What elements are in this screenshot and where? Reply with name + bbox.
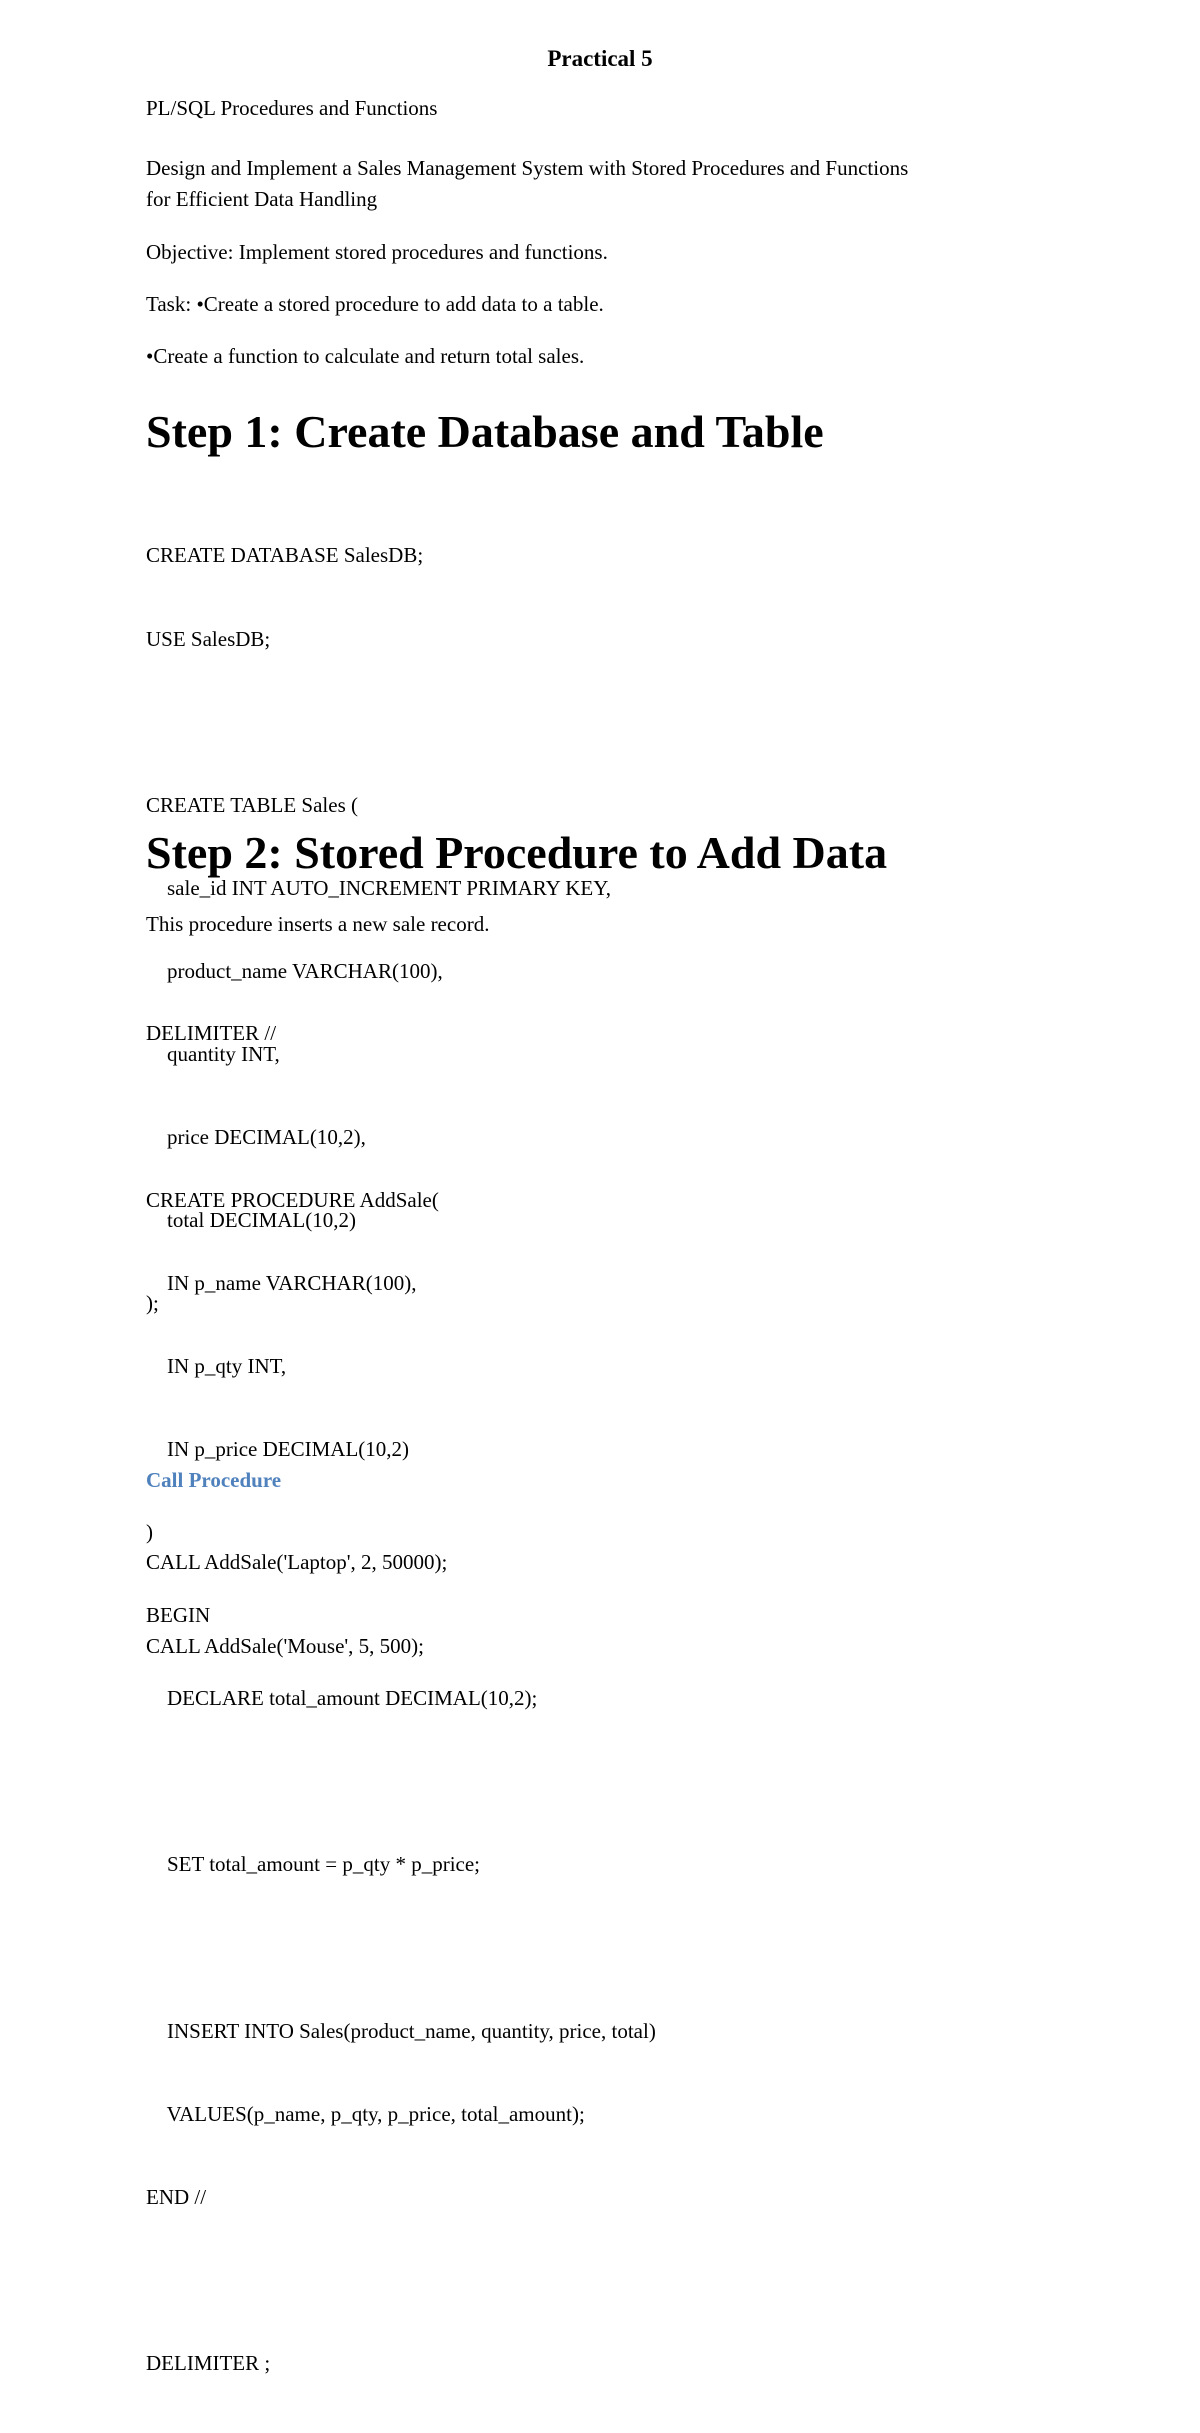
- code-line: DELIMITER ;: [146, 2350, 271, 2375]
- code-line: sale_id INT AUTO_INCREMENT PRIMARY KEY,: [146, 875, 611, 900]
- code-line: INSERT INTO Sales(product_name, quantity, price, total): [146, 2018, 656, 2043]
- code-line: [146, 709, 1046, 737]
- code-line: [146, 1934, 1046, 1962]
- call-procedure-heading: Call Procedure: [146, 1468, 282, 1492]
- task-item-2: •Create a function to calculate and return total sales.: [146, 344, 585, 368]
- task-item-1: Task: •Create a stored procedure to add data to a table.: [146, 292, 604, 316]
- code-line: DECLARE total_amount DECIMAL(10,2);: [146, 1686, 538, 1711]
- code-line: VALUES(p_name, p_qty, p_price, total_amount);: [146, 2101, 585, 2126]
- code-line: total DECIMAL(10,2): [146, 1208, 356, 1233]
- code-line: CALL AddSale('Laptop', 2, 50000);: [146, 1550, 448, 1575]
- code-line: [146, 1768, 1046, 1796]
- code-line: IN p_price DECIMAL(10,2): [146, 1436, 410, 1461]
- code-line: END //: [146, 2184, 207, 2209]
- code-line: [146, 2267, 1046, 2295]
- subtitle: PL/SQL Procedures and Functions: [146, 96, 438, 120]
- code-line: IN p_name VARCHAR(100),: [146, 1270, 417, 1295]
- code-line: );: [146, 1291, 159, 1316]
- description-line-2: for Efficient Data Handling: [146, 187, 378, 211]
- description-line-1: Design and Implement a Sales Management System with Stored Procedures and Functions: [146, 156, 909, 180]
- code-line: CREATE DATABASE SalesDB;: [146, 543, 424, 568]
- call-procedure-code-block: [146, 1494, 1046, 1716]
- code-line: quantity INT,: [146, 1041, 280, 1066]
- code-line: DELIMITER //: [146, 1021, 277, 1046]
- step2-heading: Step 2: Stored Procedure to Add Data: [146, 827, 888, 878]
- document-title: Practical 5: [547, 46, 653, 71]
- step2-intro: This procedure inserts a new sale record.: [146, 912, 490, 936]
- code-line: BEGIN: [146, 1603, 211, 1628]
- code-line: product_name VARCHAR(100),: [146, 958, 443, 983]
- code-line: SET total_amount = p_qty * p_price;: [146, 1852, 481, 1877]
- objective-text: Objective: Implement stored procedures and functions.: [146, 240, 608, 264]
- code-line: IN p_qty INT,: [146, 1353, 287, 1378]
- code-line: USE SalesDB;: [146, 626, 271, 651]
- code-line: CREATE TABLE Sales (: [146, 792, 358, 817]
- code-line: ): [146, 1519, 153, 1544]
- code-line: [146, 1104, 1046, 1132]
- code-line: price DECIMAL(10,2),: [146, 1125, 366, 1150]
- code-line: CALL AddSale('Mouse', 5, 500);: [146, 1633, 425, 1658]
- step1-heading: Step 1: Create Database and Table: [146, 406, 824, 457]
- code-line: CREATE PROCEDURE AddSale(: [146, 1187, 439, 1212]
